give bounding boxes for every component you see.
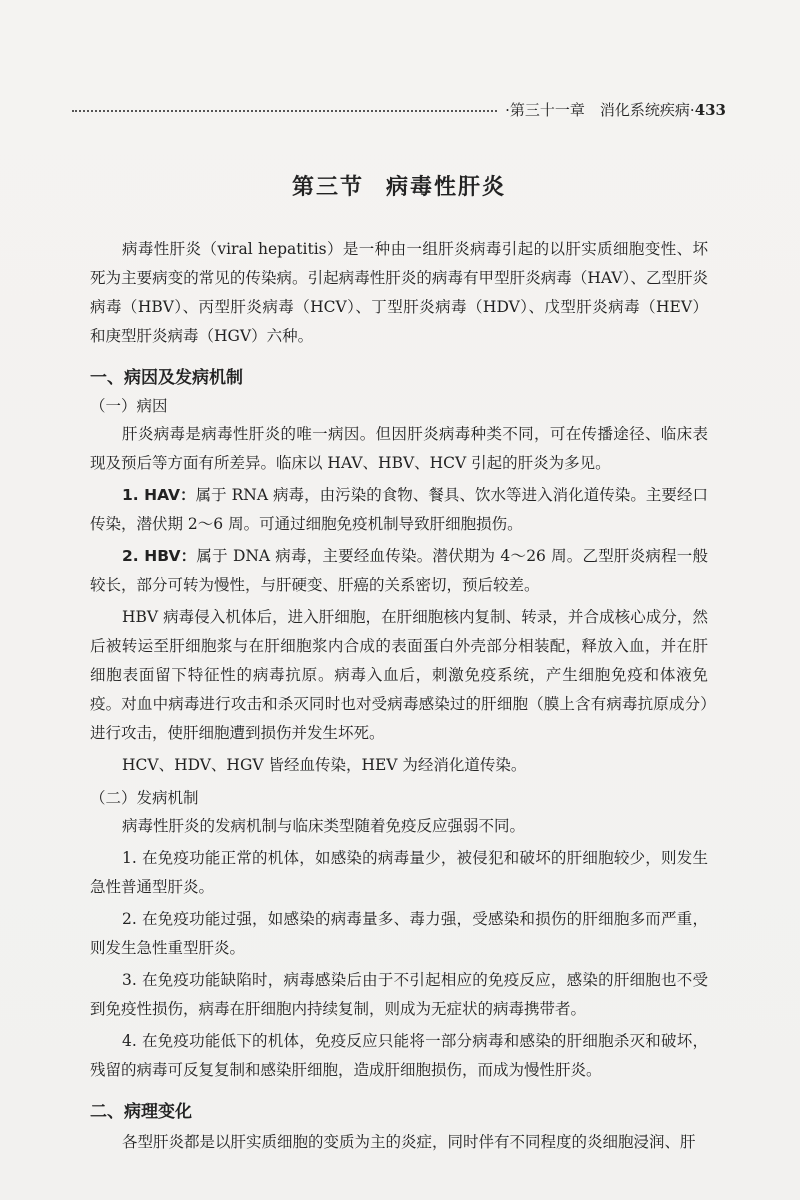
intro-paragraph: 病毒性肝炎（viral hepatitis）是一种由一组肝炎病毒引起的以肝实质细胞变性、坏死为主要病变的常见的传染病。引起病毒性肝炎的病毒有甲型肝炎病毒（HAV）、乙型肝炎病毒（HBV）、丙型肝炎病毒（HCV）、丁型肝炎病毒（HDV）、戊型肝炎病毒（HEV）和庚型肝炎病毒（HGV）六种。 [90, 240, 708, 345]
subheading-pathogenesis: （二）发病机制 [90, 789, 199, 807]
section-title [90, 170, 708, 201]
subheading-etiology: （一）病因 [90, 397, 168, 415]
other-viruses-paragraph: HCV、HDV、HGV 皆经血传染，HEV 为经消化道传染。 [122, 756, 527, 774]
hbv-text: 属于 DNA 病毒，主要经血传染。潜伏期为 4～26 周。乙型肝炎病程一般较长，部分可转为慢性，与肝硬变、肝癌的关系密切，预后较差。 [90, 547, 708, 594]
pathogenesis-item-1: 1. 在免疫功能正常的机体，如感染的病毒量少，被侵犯和破坏的肝细胞较少，则发生急性普通型肝炎。 [90, 849, 708, 896]
hav-text: 属于 RNA 病毒，由污染的食物、餐具、饮水等进入消化道传染。主要经口传染，潜伏期 2～6 周。可通过细胞免疫机制导致肝细胞损伤。 [90, 486, 708, 533]
section-number: 第三节 [291, 174, 364, 200]
page-content [90, 160, 708, 1160]
header-dotted-rule [72, 110, 497, 112]
pathogenesis-item-4: 4. 在免疫功能低下的机体，免疫反应只能将一部分病毒和感染的肝细胞杀灭和破坏，残留的病毒可反复复制和感染肝细胞，造成肝细胞损伤，而成为慢性肝炎。 [90, 1032, 708, 1079]
section-name: 病毒性肝炎 [386, 174, 507, 200]
heading-pathology: 二、病理变化 [90, 1102, 192, 1122]
hbv-detail-paragraph: HBV 病毒侵入机体后，进入肝细胞，在肝细胞核内复制、转录，并合成核心成分，然后被转运至肝细胞浆与在肝细胞浆内合成的表面蛋白外壳部分相装配，释放入血，并在肝细胞表面留下特征性的病毒抗原。病毒入血后，刺激免疫系统，产生细胞免疫和体液免疫。对血中病毒进行攻击和杀灭同时也对受病毒感染过的肝细胞（膜上含有病毒抗原成分）进行攻击，使肝细胞遭到损伤并发生坏死。 [90, 608, 708, 742]
pathogenesis-paragraph: 病毒性肝炎的发病机制与临床类型随着免疫反应强弱不同。 [122, 817, 526, 835]
page-number: 433 [694, 101, 726, 119]
heading-etiology-pathogenesis: 一、病因及发病机制 [90, 368, 243, 388]
etiology-paragraph: 肝炎病毒是病毒性肝炎的唯一病因。但因肝炎病毒种类不同，可在传播途径、临床表现及预后等方面有所差异。临床以 HAV、HBV、HCV 引起的肝炎为多见。 [90, 425, 708, 472]
pathogenesis-item-2: 2. 在免疫功能过强，如感染的病毒量多、毒力强，受感染和损伤的肝细胞多而严重，则发生急性重型肝炎。 [90, 910, 708, 957]
hav-lead: 1. HAV： [122, 486, 196, 504]
running-head [505, 99, 726, 120]
pathology-paragraph: 各型肝炎都是以肝实质细胞的变质为主的炎症，同时伴有不同程度的炎细胞浸润、肝 [122, 1133, 696, 1151]
hbv-lead: 2. HBV： [122, 547, 197, 565]
pathogenesis-item-3: 3. 在免疫功能缺陷时，病毒感染后由于不引起相应的免疫反应，感染的肝细胞也不受到免疫性损伤，病毒在肝细胞内持续复制，则成为无症状的病毒携带者。 [90, 971, 708, 1018]
running-head-text: ·第三十一章 消化系统疾病· [505, 101, 695, 119]
hav-paragraph [90, 481, 708, 539]
page-header [72, 92, 726, 120]
hbv-paragraph [90, 542, 708, 600]
